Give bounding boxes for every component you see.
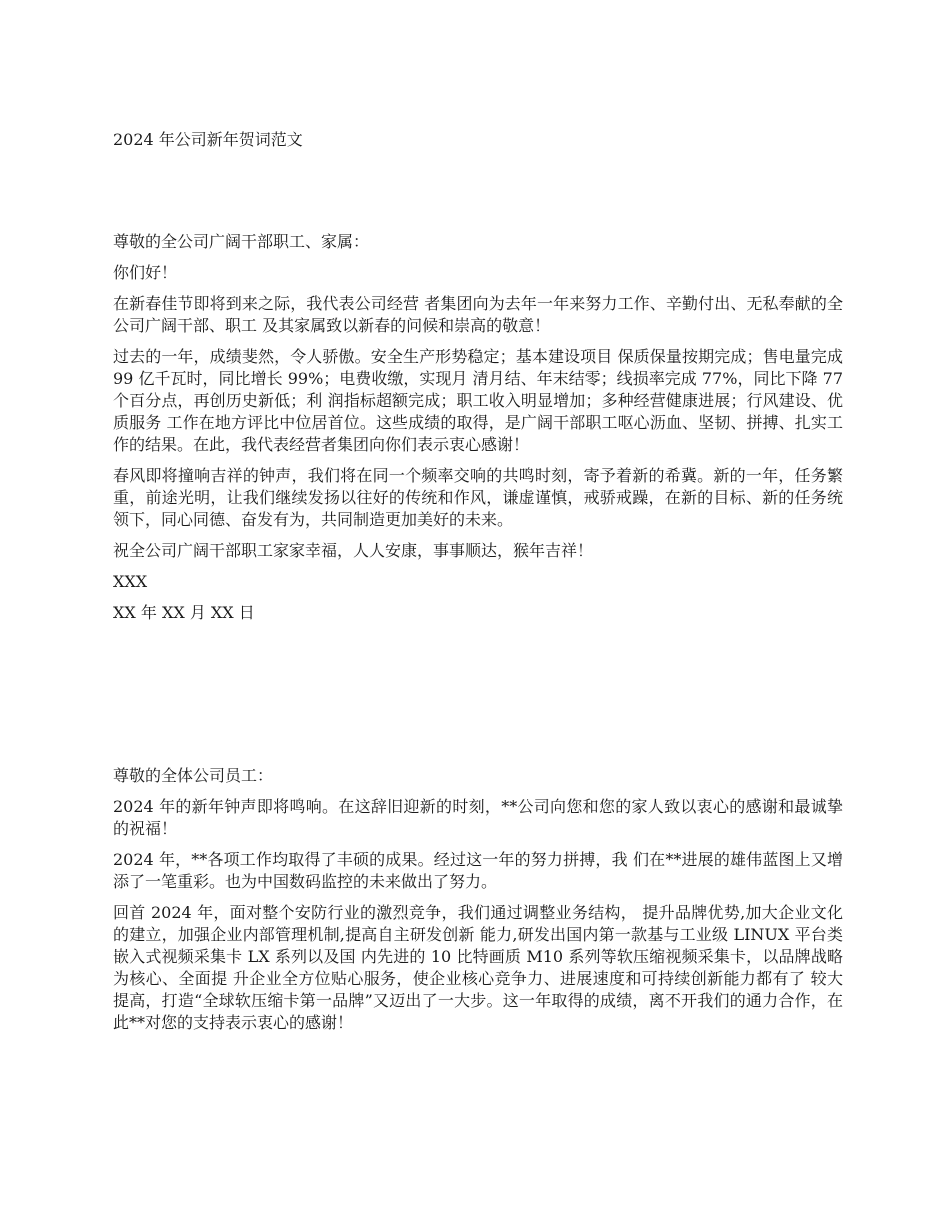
letter-1-date: XX 年 XX 月 XX 日 <box>113 603 255 622</box>
letter-1-paragraph: 过去的一年，成绩斐然，令人骄傲。安全生产形势稳定；基本建设项目 保质保量按期完成；售电量完成 99 亿千瓦时，同比增长 99%；电费收缴，实现月 清月结、年末结零；线损率完成 77%，同比下降 77 个百分点，再创历史新低；利 润指标超额完成；职工收入明显增加；多种经营健康进展；行风建设、优质服务 工作在地方评比中位居首位。这些成绩的取得，是广阔干部职工呕心沥血、坚韧、拼搏、扎实工作的结果。在此，我代表经营者集团向你们表示衷心感谢！ <box>113 347 843 454</box>
letter-1-closing: 祝全公司广阔干部职工家家幸福，人人安康，事事顺达，猴年吉祥！ <box>113 541 594 560</box>
letter-2-paragraph: 2024 年，**各项工作均取得了丰硕的成果。经过这一年的努力拼搏，我 们在**进展的雄伟蓝图上又增添了一笔重彩。也为中国数码监控的未来做出了努力。 <box>113 850 843 891</box>
letter-2-paragraph: 2024 年的新年钟声即将鸣响。在这辞旧迎新的时刻，**公司向您和您的家人致以衷心的感谢和最诚挚的祝福！ <box>113 797 843 838</box>
letter-2-paragraph: 回首 2024 年，面对整个安防行业的激烈竞争，我们通过调整业务结构， 提升品牌优势,加大企业文化的建立，加强企业内部管理机制,提高自主研发创新 能力,研发出国内第一款基与工业级 LINUX 平台类嵌入式视频采集卡 LX 系列以及国 内先进的 10 比特画质 M10 系列等软压缩视频采集卡，以品牌战略为核心、全面提 升企业全方位贴心服务，使企业核心竞争力、进展速度和可持续创新能力都有了 较大提高，打造“全球软压缩卡第一品牌”又迈出了一大步。这一年取得的成绩，离不开我们的通力合作，在此**对您的支持表示衷心的感谢！ <box>113 903 843 1032</box>
letter-1-signature: XXX <box>113 572 148 591</box>
letter-1 <box>113 231 843 633</box>
letter-1-greeting: 你们好！ <box>113 263 178 282</box>
letter-2 <box>113 765 843 1043</box>
letter-1-salutation: 尊敬的全公司广阔干部职工、家属： <box>113 232 370 251</box>
letter-1-paragraph: 在新春佳节即将到来之际，我代表公司经营 者集团向为去年一年来努力工作、辛勤付出、无私奉献的全公司广阔干部、职工 及其家属致以新春的问候和崇高的敬意！ <box>113 294 843 335</box>
letter-1-paragraph: 春风即将撞响吉祥的钟声，我们将在同一个频率交响的共鸣时刻，寄予着新的希冀。新的一年，任务繁重，前途光明，让我们继续发扬以往好的传统和作风，谦虚谨慎，戒骄戒躁，在新的目标、新的任务统领下，同心同德、奋发有为，共同制造更加美好的未来。 <box>113 466 843 529</box>
document-title: 2024 年公司新年贺词范文 <box>113 130 303 149</box>
letter-2-salutation: 尊敬的全体公司员工： <box>113 766 274 785</box>
